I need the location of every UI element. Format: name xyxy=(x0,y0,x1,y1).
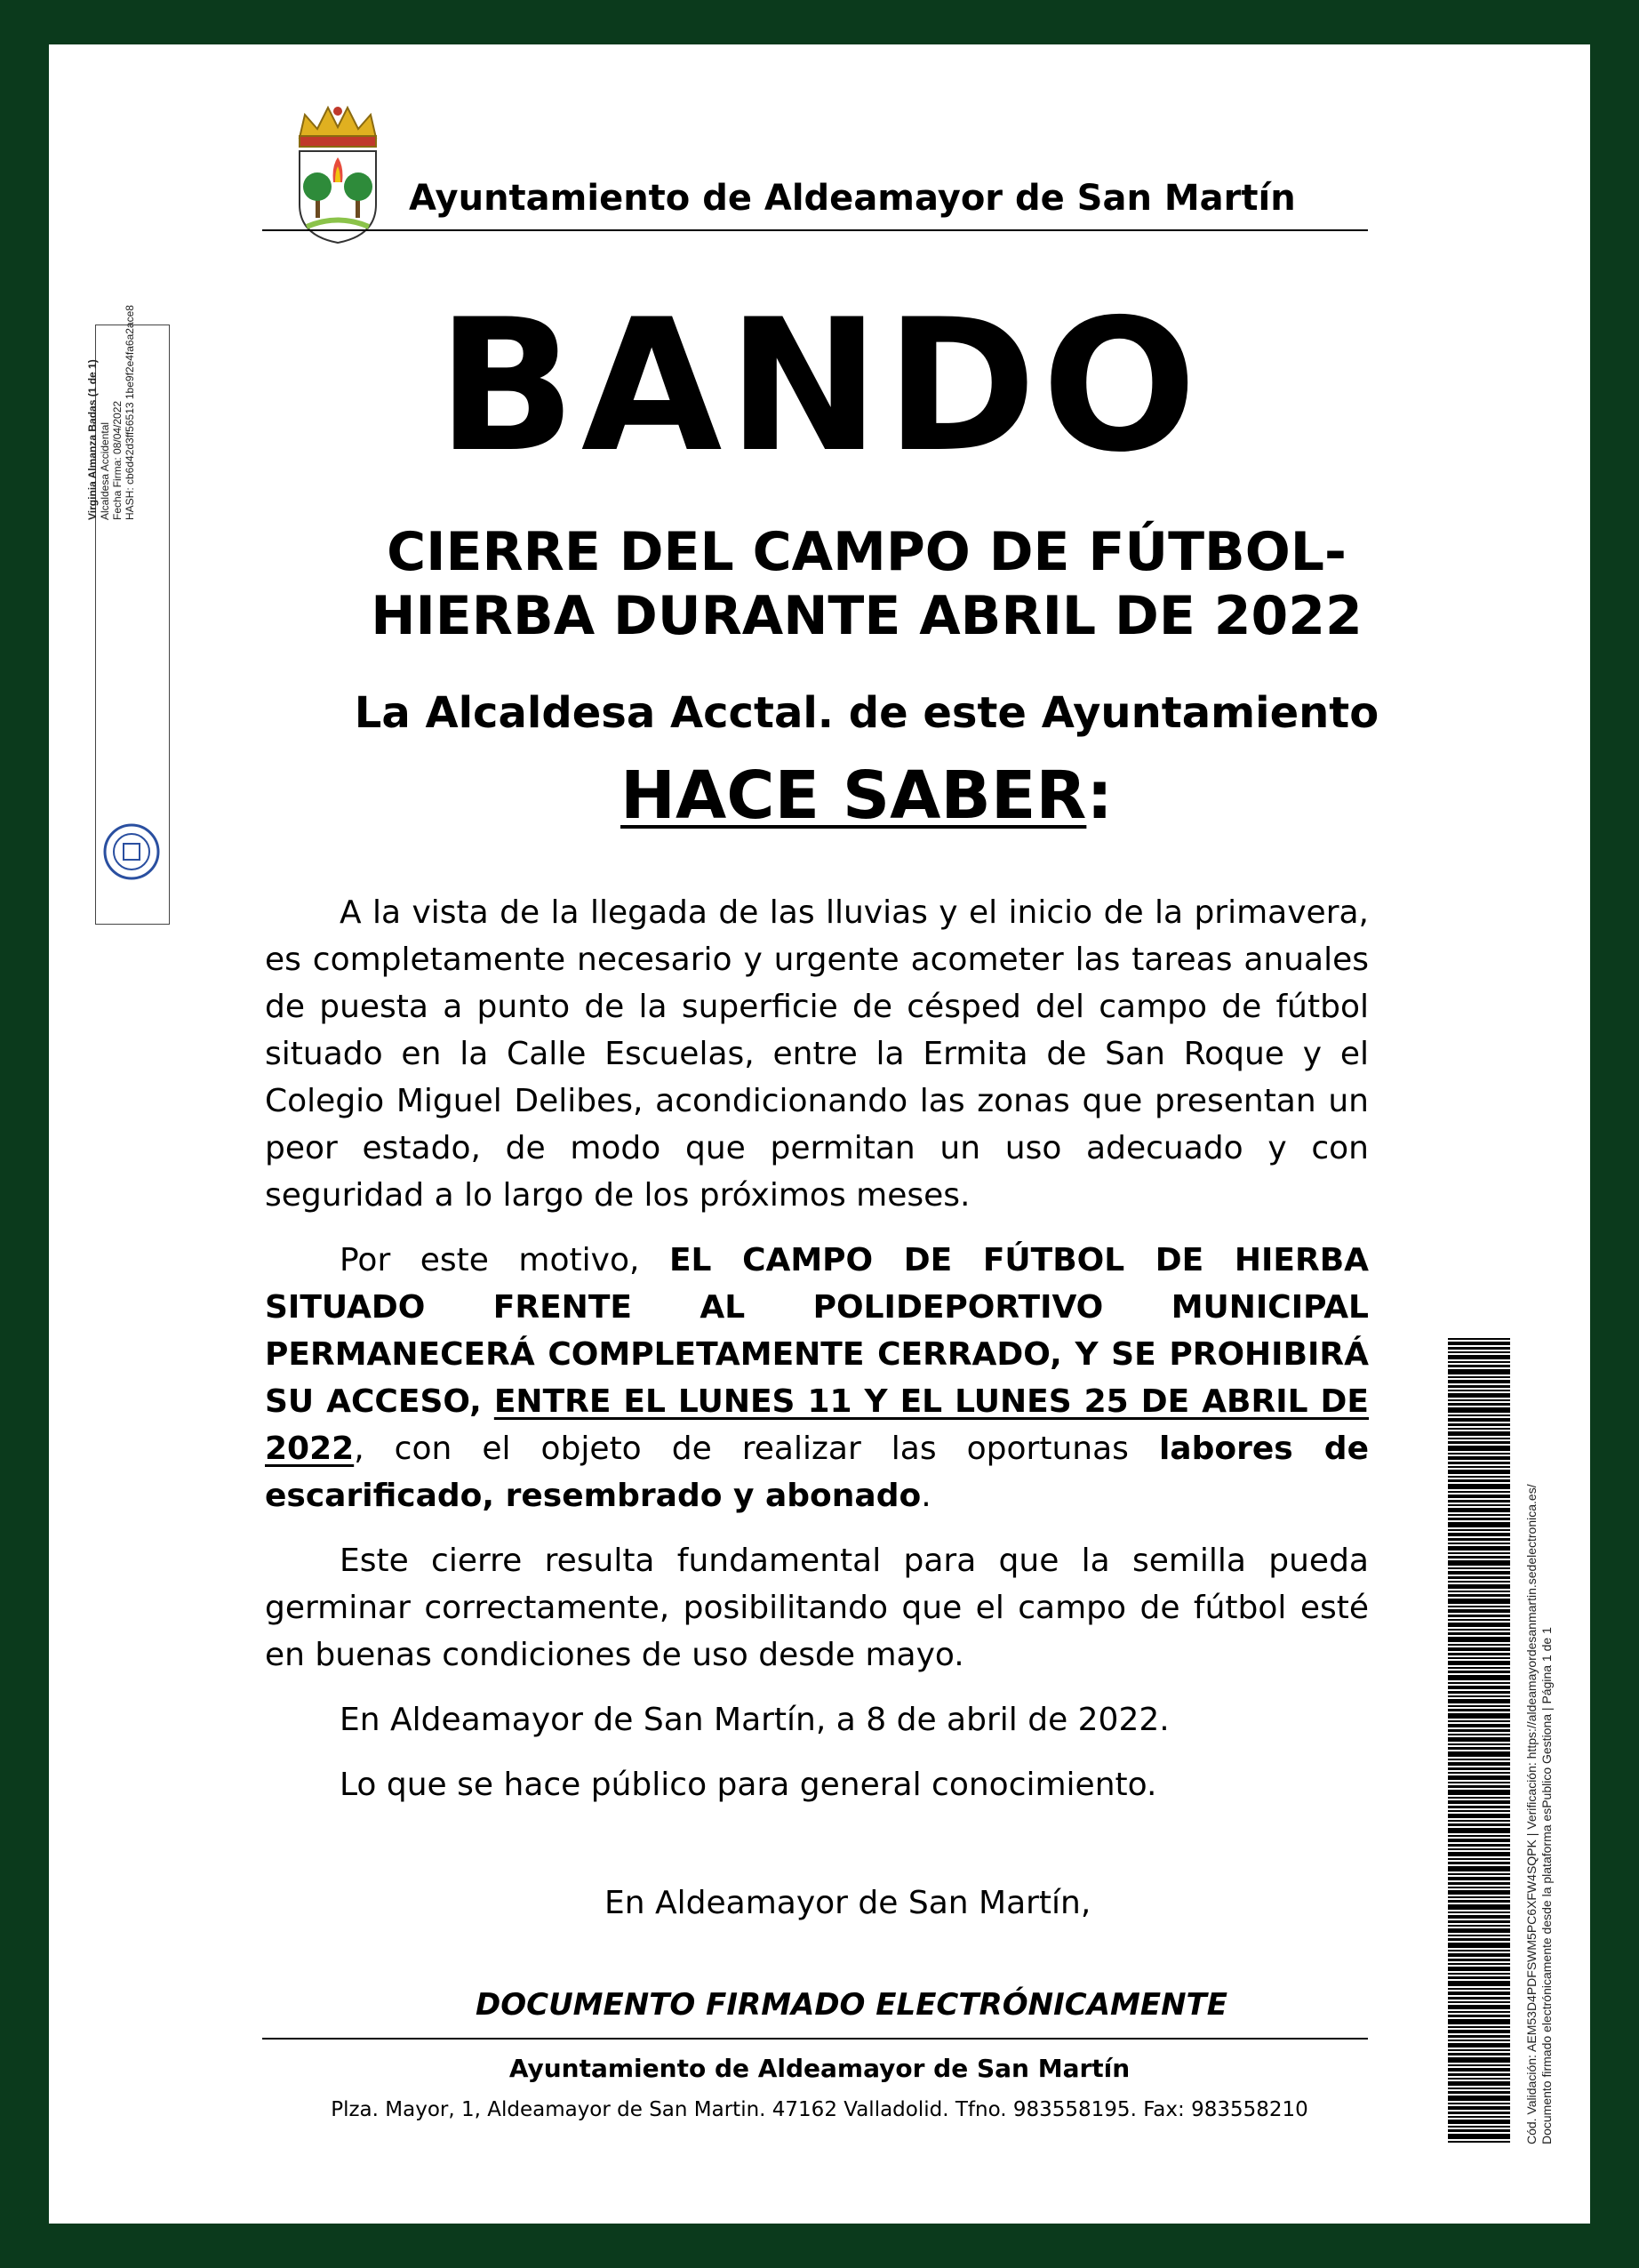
paragraph-3: Este cierre resulta fundamental para que la semilla pueda germinar correctamente, posibilitando que el campo de fútbol esté en buenas condiciones de uso desde mayo. xyxy=(265,1543,1369,1673)
official-seal-icon xyxy=(102,822,161,881)
document-body xyxy=(265,889,1369,1826)
paragraph-2-intro: Por este motivo, xyxy=(340,1242,669,1278)
sign-city: En Aldeamayor de San Martín, xyxy=(604,1885,1091,1921)
header-title: Ayuntamiento de Aldeamayor de San Martín xyxy=(409,178,1296,219)
paragraph-2-middle: , con el objeto de realizar las oportunas xyxy=(354,1431,1159,1467)
subtitle-line-1: CIERRE DEL CAMPO DE FÚTBOL- xyxy=(387,521,1347,583)
document-subtitle xyxy=(227,520,1507,648)
document-page xyxy=(49,44,1590,2224)
validation-line-1: Cód. Validación: AEM53D4PDFSWM5PC6XFW4SQPK | Verificación: https://aldeamayordesanmartin.sedelectronica.es/ xyxy=(1524,1484,1539,2144)
paragraph-2-dates: ENTRE EL LUNES 11 Y EL LUNES 25 DE ABRIL DE 2022 xyxy=(265,1383,1369,1467)
paragraph-2-tasks: labores de escarificado, resembrado y abonado xyxy=(265,1431,1369,1514)
header-divider xyxy=(262,229,1368,231)
signer-role: Alcaldesa Accidental xyxy=(99,421,111,520)
hace-saber-colon: : xyxy=(1086,757,1113,834)
paragraph-1: A la vista de la llegada de las lluvias y el inicio de la primavera, es completamente necesario y urgente acometer las tareas anuales de puesta a punto de la superficie de césped del campo de fútbol situado en la Calle Escuelas, entre la Ermita de San Roque y el Colegio Miguel Delibes, acondicionando las zonas que presentan un peor estado, de modo que permitan un uso adecuado y con seguridad a lo largo de los próximos meses. xyxy=(265,894,1369,1214)
paragraph-2-bold: EL CAMPO DE FÚTBOL DE HIERBA SITUADO FRENTE AL POLIDEPORTIVO MUNICIPAL PERMANECERÁ COMPLETAMENTE CERRADO, Y SE PROHIBIRÁ SU ACCESO, xyxy=(265,1242,1369,1420)
paragraph-5: Lo que se hace público para general conocimiento. xyxy=(340,1767,1157,1803)
issuer-line: La Alcaldesa Acctal. de este Ayuntamiento xyxy=(354,688,1379,738)
signed-notice: DOCUMENTO FIRMADO ELECTRÓNICAMENTE xyxy=(476,1987,1227,2023)
paragraph-4: En Aldeamayor de San Martín, a 8 de abril de 2022. xyxy=(340,1702,1170,1738)
subtitle-line-2: HIERBA DURANTE ABRIL DE 2022 xyxy=(371,585,1363,647)
signature-hash: HASH: cb6d42d3ff56513 1be9f2e4fa6a2ace8 xyxy=(124,305,136,520)
signature-date: Fecha Firma: 08/04/2022 xyxy=(111,400,124,520)
footer-title: Ayuntamiento de Aldeamayor de San Martín xyxy=(508,2054,1131,2083)
hace-saber-heading xyxy=(227,756,1507,836)
paragraph-2 xyxy=(265,1237,1369,1519)
footer-divider xyxy=(262,2038,1368,2040)
validation-line-2: Documento firmado electrónicamente desde la plataforma esPublico Gestiona | Página 1 de 1 xyxy=(1539,1627,1554,2144)
document-title: BANDO xyxy=(436,281,1203,493)
signer-name: Virginia Almanza Badas (1 de 1) xyxy=(86,359,99,520)
hace-saber-text: HACE SABER xyxy=(620,757,1087,834)
coat-of-arms-icon xyxy=(289,102,387,244)
validation-text xyxy=(1524,1318,1555,2144)
footer-address: Plza. Mayor, 1, Aldeamayor de San Martin. 47162 Valladolid. Tfno. 983558195. Fax: 983558210 xyxy=(331,2098,1308,2121)
barcode-icon xyxy=(1448,1338,1510,2147)
paragraph-2-end: . xyxy=(921,1478,931,1514)
